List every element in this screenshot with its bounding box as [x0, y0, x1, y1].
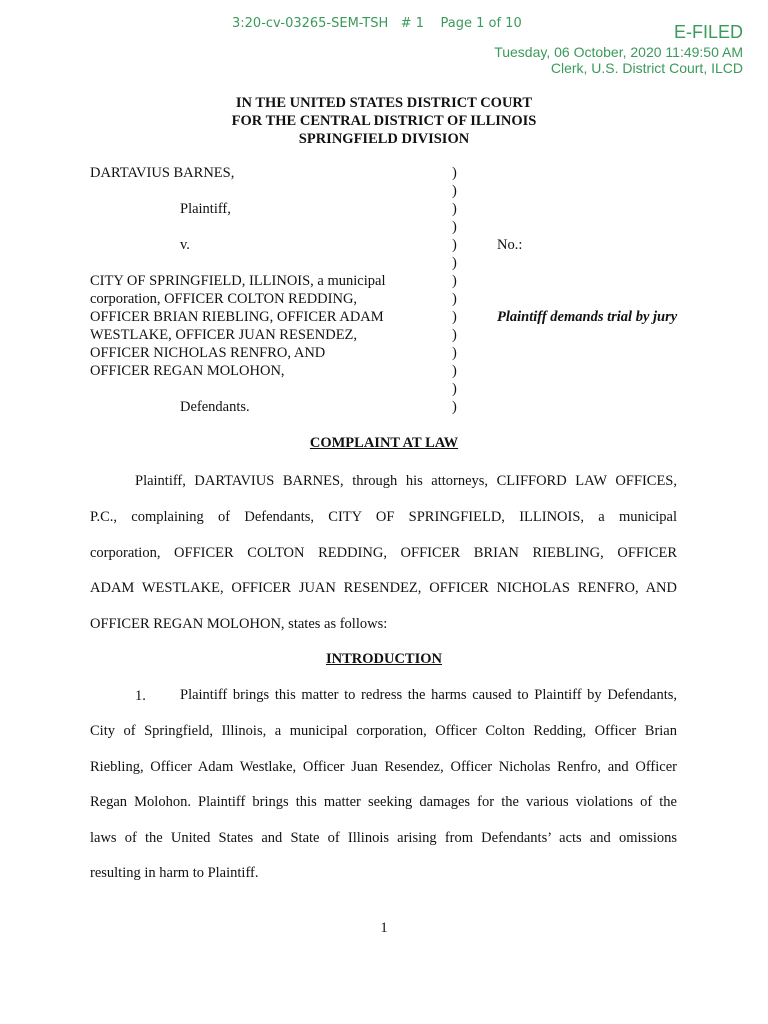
page-number: 1: [380, 920, 388, 936]
caption-paren: ): [452, 381, 457, 397]
caption-paren: ): [452, 291, 457, 307]
case-header-stamp: [232, 16, 522, 31]
court-title: [0, 94, 768, 148]
caption-paren: ): [452, 399, 457, 415]
defendant-line: OFFICER NICHOLAS RENFRO, AND: [90, 345, 326, 361]
court-title-line1: IN THE UNITED STATES DISTRICT COURT: [235, 95, 533, 111]
case-number: 3:20-cv-03265-SEM-TSH: [232, 16, 389, 31]
caption-paren: ): [452, 345, 457, 361]
paragraph-1-line: Regan Molohon. Plaintiff brings this matter seeking damages for the various violations of the: [90, 794, 677, 810]
case-no-label: No.:: [497, 237, 523, 253]
intro-paragraph-line: Plaintiff, DARTAVIUS BARNES, through his attorneys, CLIFFORD LAW OFFICES,: [135, 473, 677, 489]
efile-datetime: Tuesday, 06 October, 2020 11:49:50 AM: [494, 43, 743, 60]
paragraph-number: 1.: [135, 688, 146, 704]
paragraph-1-line: laws of the United States and State of Illinois arising from Defendants’ acts and omissions: [90, 830, 677, 846]
defendant-line: OFFICER BRIAN RIEBLING, OFFICER ADAM: [90, 309, 384, 325]
defendants-role: Defendants.: [180, 399, 250, 415]
complaint-heading: COMPLAINT AT LAW: [309, 435, 459, 451]
paragraph-1-line: City of Springfield, Illinois, a municipal corporation, Officer Colton Redding, Officer Brian: [90, 723, 677, 739]
plaintiff-name: DARTAVIUS BARNES,: [90, 165, 235, 181]
efile-clerk: Clerk, U.S. District Court, ILCD: [550, 60, 743, 77]
caption-paren: ): [452, 165, 457, 181]
plaintiff-role: Plaintiff,: [180, 201, 231, 217]
paragraph-1-line: Plaintiff brings this matter to redress the harms caused to Plaintiff by Defendants,: [180, 687, 677, 703]
court-title-line3: SPRINGFIELD DIVISION: [298, 131, 470, 147]
caption-paren: ): [452, 201, 457, 217]
court-title-line2: FOR THE CENTRAL DISTRICT OF ILLINOIS: [231, 113, 537, 129]
caption-paren: ): [452, 219, 457, 235]
intro-paragraph-line: ADAM WESTLAKE, OFFICER JUAN RESENDEZ, OFFICER NICHOLAS RENFRO, AND: [90, 580, 677, 596]
paragraph-1-line: Riebling, Officer Adam Westlake, Officer Juan Resendez, Officer Nicholas Renfro, and Officer: [90, 759, 677, 775]
versus: v.: [180, 237, 190, 253]
defendant-line: WESTLAKE, OFFICER JUAN RESENDEZ,: [90, 327, 358, 343]
caption-paren: ): [452, 273, 457, 289]
page-info: Page 1 of 10: [440, 16, 522, 31]
introduction-heading: INTRODUCTION: [325, 651, 442, 667]
intro-paragraph-line: corporation, OFFICER COLTON REDDING, OFFICER BRIAN RIEBLING, OFFICER: [90, 545, 677, 561]
caption-paren: ): [452, 255, 457, 271]
caption-paren: ): [452, 183, 457, 199]
efile-stamp: [494, 22, 743, 77]
efile-label: E-FILED: [673, 22, 743, 42]
caption-paren: ): [452, 237, 457, 253]
defendant-line: CITY OF SPRINGFIELD, ILLINOIS, a municipal: [90, 273, 386, 289]
intro-paragraph-line: OFFICER REGAN MOLOHON, states as follows:: [90, 616, 388, 632]
paragraph-1-line: resulting in harm to Plaintiff.: [90, 865, 259, 881]
caption-paren: ): [452, 327, 457, 343]
caption-paren: ): [452, 309, 457, 325]
caption-paren: ): [452, 363, 457, 379]
document-number: # 1: [400, 16, 424, 31]
defendant-line: OFFICER REGAN MOLOHON,: [90, 363, 285, 379]
intro-paragraph-line: P.C., complaining of Defendants, CITY OF SPRINGFIELD, ILLINOIS, a municipal: [90, 509, 677, 525]
jury-demand: Plaintiff demands trial by jury: [497, 309, 678, 325]
defendant-line: corporation, OFFICER COLTON REDDING,: [90, 291, 358, 307]
